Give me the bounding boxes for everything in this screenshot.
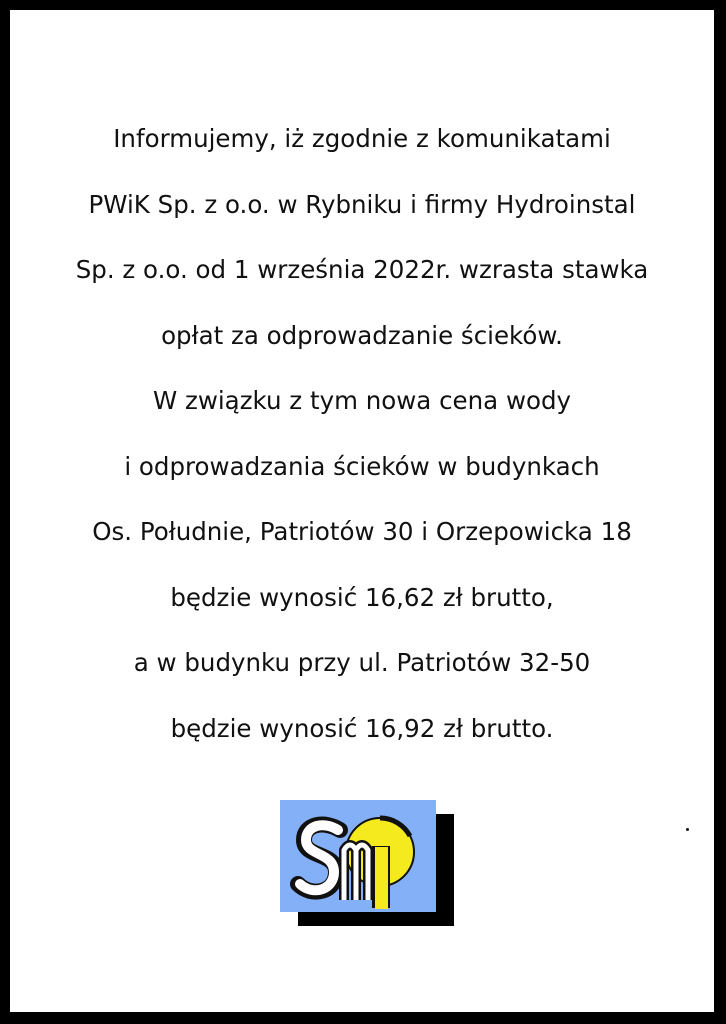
smp-logo-icon bbox=[280, 800, 436, 912]
notice-line-5: W związku z tym nowa cena wody bbox=[152, 386, 572, 415]
notice-line-3: Sp. z o.o. od 1 września 2022r. wzrasta stawka bbox=[75, 255, 649, 284]
notice-text bbox=[10, 106, 714, 761]
notice-line-6: i odprowadzania ścieków w budynkach bbox=[124, 451, 600, 481]
notice-page bbox=[10, 10, 714, 1012]
notice-line-10: będzie wynosić 16,92 zł brutto. bbox=[170, 713, 554, 743]
smp-logo bbox=[280, 800, 456, 928]
notice-line-2: PWiK Sp. z o.o. w Rybniku i firmy Hydroinstal bbox=[88, 189, 636, 219]
notice-line-8: będzie wynosić 16,62 zł brutto, bbox=[170, 582, 554, 612]
notice-line-9: a w budynku przy ul. Patriotów 32-50 bbox=[133, 648, 591, 677]
notice-line-7: Os. Południe, Patriotów 30 i Orzepowicka 18 bbox=[92, 517, 632, 546]
stray-dot bbox=[686, 828, 689, 831]
notice-line-1: Informujemy, iż zgodnie z komunikatami bbox=[113, 124, 611, 153]
logo-tile bbox=[280, 800, 436, 912]
notice-line-4: opłat za odprowadzanie ścieków. bbox=[161, 320, 563, 350]
